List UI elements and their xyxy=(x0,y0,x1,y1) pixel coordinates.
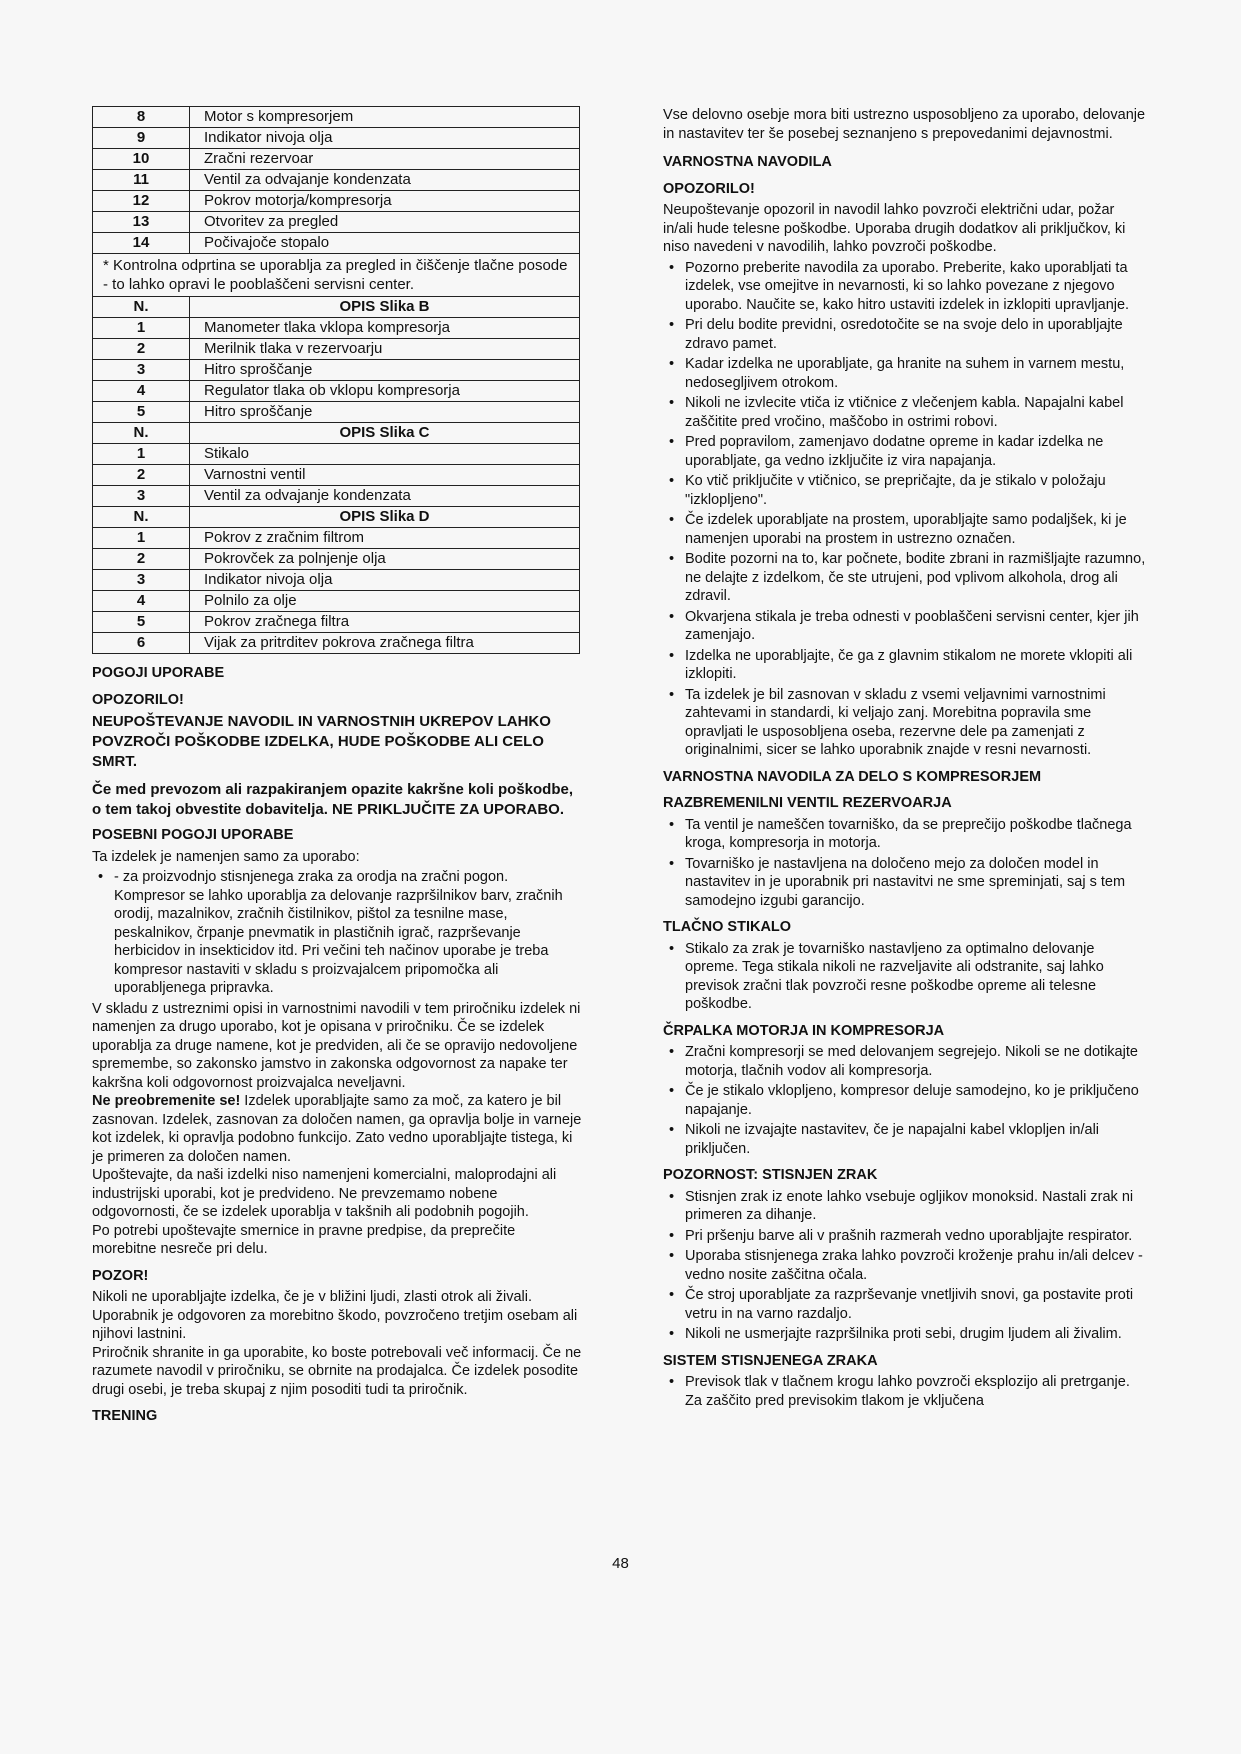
part-number: 5 xyxy=(93,612,190,633)
part-number: 14 xyxy=(93,233,190,254)
table-row xyxy=(93,465,580,486)
table-row xyxy=(93,339,580,360)
table-row xyxy=(93,633,580,654)
part-description: Počivajoče stopalo xyxy=(190,233,580,254)
table-row xyxy=(93,233,580,254)
posebni-title: POSEBNI POGOJI UPORABE xyxy=(92,827,294,843)
part-number: 3 xyxy=(93,360,190,381)
table-row xyxy=(93,318,580,339)
part-description: Zračni rezervoar xyxy=(190,149,580,170)
part-number: 4 xyxy=(93,591,190,612)
kompresor-title: VARNOSTNA NAVODILA ZA DELO S KOMPRESORJEM xyxy=(663,768,1042,785)
table-header-row xyxy=(93,423,580,444)
part-number: 1 xyxy=(93,444,190,465)
part-description: Merilnik tlaka v rezervoarju xyxy=(190,339,580,360)
table-row xyxy=(93,170,580,191)
list-item: • Nikoli ne usmerjajte razpršilnika proti sebi, drugim ljudem ali živalim. xyxy=(663,1325,1148,1344)
warning-caps: NEUPOŠTEVANJE NAVODIL IN VARNOSTNIH UKREPOV LAHKO POVZROČI POŠKODBE IZDELKA, HUDE POŠKODBE ALI CELO SMRT. xyxy=(92,713,551,770)
varnostna-title: VARNOSTNA NAVODILA xyxy=(663,154,832,170)
part-number: 1 xyxy=(93,318,190,339)
part-description: Ventil za odvajanje kondenzata xyxy=(190,486,580,507)
list-item: • - za proizvodnjo stisnjenega zraka za orodja na zračni pogon. Kompresor se lahko uporablja za delovanje razpršilnikov barv, zračnih orodij, mazalnikov, zračnih čistilnikov, pištol za tesnilne mase, peskalnikov, črpanje pnevmatik in plastičnih igrač, razprševanje herbicidov in insekticidov itd. Pri večini teh načinov uporabe je treba kompresor nastaviti v skladu s proizvajalcem pripomočka ali uporabljenega pripravka. xyxy=(92,868,582,998)
trening-title: TRENING xyxy=(92,1408,158,1424)
part-number: 12 xyxy=(93,191,190,212)
part-number: 8 xyxy=(93,107,190,128)
part-description: Regulator tlaka ob vklopu kompresorja xyxy=(190,381,580,402)
opozorilo-label-right: OPOZORILO! xyxy=(663,180,755,197)
table-row xyxy=(93,444,580,465)
part-number: 3 xyxy=(93,486,190,507)
part-number: 2 xyxy=(93,549,190,570)
table-header-row xyxy=(93,297,580,318)
list-item: • Pri pršenju barve ali v prašnih razmerah vedno uporabljajte respirator. xyxy=(663,1227,1148,1246)
para-usage: V skladu z ustreznimi opisi in varnostnimi navodili v tem priročniku izdelek ni namenjen za drugo uporabo, kot je opisana v priročniku. Če se izdelek uporablja za druge namene, kot je predviden, ali če se opravijo nedovoljene spremembe, so zakonsko jamstvo in zakonska odgovornost za napake ter kakršna koli odgovornost proizvajalca neveljavni. xyxy=(92,1000,581,1091)
part-description: Indikator nivoja olja xyxy=(190,570,580,591)
part-number: 2 xyxy=(93,339,190,360)
list-item: • Ta ventil je nameščen tovarniško, da se preprečijo poškodbe tlačnega kroga, kompresorja in motorja. xyxy=(663,816,1148,853)
table-row xyxy=(93,591,580,612)
para-overload xyxy=(92,1092,582,1166)
ventil-title: RAZBREMENILNI VENTIL REZERVOARJA xyxy=(663,795,952,811)
list-item: • Stisnjen zrak iz enote lahko vsebuje ogljikov monoksid. Nastali zrak ni primeren za dihanje. xyxy=(663,1188,1148,1225)
intro-text: Vse delovno osebje mora biti ustrezno usposobljeno za uporabo, delovanje in nastavitev ter še posebej seznanjeno s prepovedanimi dejavnostmi. xyxy=(663,107,1146,142)
part-description: Pokrovček za polnjenje olja xyxy=(190,549,580,570)
list-item: • Če izdelek uporabljate na prostem, uporabljajte samo podaljšek, ki je namenjen uporabi na prostem in ustrezno označen. xyxy=(663,511,1148,548)
header-number: N. xyxy=(93,507,190,528)
transport-notice: Če med prevozom ali razpakiranjem opazite kakršne koli poškodbe, o tem takoj obvestite dobavitelja. NE PRIKLJUČITE ZA UPORABO. xyxy=(92,781,573,818)
list-item: • Previsok tlak v tlačnem krogu lahko povzroči eksplozijo ali pretrganje. Za zaščito pred previsokim tlakom je vključena xyxy=(663,1373,1148,1410)
list-item: • Stikalo za zrak je tovarniško nastavljeno za optimalno delovanje opreme. Tega stikala nikoli ne razveljavite ali odstranite, saj lahko previsok zračni tlak povzroči resne poškodbe opreme ali telesne poškodbe. xyxy=(663,940,1148,1014)
sistem-title: SISTEM STISNJENEGA ZRAKA xyxy=(663,1352,878,1369)
header-number: N. xyxy=(93,297,190,318)
pozor-title: POZOR! xyxy=(92,1267,149,1284)
table-row xyxy=(93,549,580,570)
part-description: Varnostni ventil xyxy=(190,465,580,486)
part-description: Polnilo za olje xyxy=(190,591,580,612)
part-description: Pokrov zračnega filtra xyxy=(190,612,580,633)
list-item: • Nikoli ne izvlecite vtiča iz vtičnice z vlečenjem kabla. Napajalni kabel zaščitite pred vročino, maščobo in ostrimi robovi. xyxy=(663,394,1148,431)
table-row xyxy=(93,212,580,233)
list-item: • Okvarjena stikala je treba odnesti v pooblaščeni servisni center, kjer jih zamenjajo. xyxy=(663,608,1148,645)
part-number: 4 xyxy=(93,381,190,402)
para-regulations: Po potrebi upoštevajte smernice in pravne predpise, da preprečite morebitne nesreče pri delu. xyxy=(92,1222,516,1257)
part-description: Motor s kompresorjem xyxy=(190,107,580,128)
stikalo-list xyxy=(663,940,1148,1014)
table-note-row xyxy=(93,254,580,297)
list-item: • Pri delu bodite previdni, osredotočite se na svoje delo in uporabljajte zdravo pamet. xyxy=(663,316,1148,353)
part-number: 6 xyxy=(93,633,190,654)
sistem-list xyxy=(663,1373,1148,1410)
page-number: 48 xyxy=(612,1555,629,1572)
part-number: 13 xyxy=(93,212,190,233)
part-number: 9 xyxy=(93,128,190,149)
part-description: Pokrov motorja/kompresorja xyxy=(190,191,580,212)
list-item: • Izdelka ne uporabljajte, če ga z glavnim stikalom ne morete vklopiti ali izklopiti. xyxy=(663,647,1148,684)
table-row xyxy=(93,612,580,633)
part-description: Manometer tlaka vklopa kompresorja xyxy=(190,318,580,339)
table-row xyxy=(93,570,580,591)
list-item: • Bodite pozorni na to, kar počnete, bodite zbrani in razmišljajte razumno, ne delajte z izdelkom, če ste utrujeni, pod vplivom alkohola, drog ali zdravil. xyxy=(663,550,1148,606)
table-row xyxy=(93,360,580,381)
list-item: • Nikoli ne izvajajte nastavitev, če je napajalni kabel vklopljen in/ali priključen. xyxy=(663,1121,1148,1158)
table-row xyxy=(93,486,580,507)
left-column xyxy=(92,106,582,1429)
table-row xyxy=(93,528,580,549)
ventil-list xyxy=(663,816,1148,911)
part-description: Ventil za odvajanje kondenzata xyxy=(190,170,580,191)
para-commercial: Upoštevajte, da naši izdelki niso namenjeni komercialni, maloprodajni ali industrijski uporabi, kot je predvideno. Ne prevzemamo nobene odgovornosti, če se izdelek uporablja v takšnih ali podobnih pogojih. xyxy=(92,1167,557,1220)
part-number: 5 xyxy=(93,402,190,423)
overload-text: Izdelek uporabljajte samo za moč, za katero je bil zasnovan. Izdelek, zasnovan za določen namen, ga opravlja bolje in varneje kot izdelek, ki opravlja podobno funkcijo. Zato vedno uporabljajte tistega, ki je primeren za določen namen. xyxy=(92,1093,582,1165)
part-number: 3 xyxy=(93,570,190,591)
header-number: N. xyxy=(93,423,190,444)
opozorilo-label: OPOZORILO! xyxy=(92,691,184,708)
part-description: Hitro sproščanje xyxy=(190,402,580,423)
part-description: Pokrov z zračnim filtrom xyxy=(190,528,580,549)
list-item: • Če stroj uporabljate za razprševanje vnetljivih snovi, ga postavite proti vetru in na varno razdaljo. xyxy=(663,1286,1148,1323)
table-row xyxy=(93,402,580,423)
posebni-intro: Ta izdelek je namenjen samo za uporabo: xyxy=(92,848,360,865)
part-number: 2 xyxy=(93,465,190,486)
list-item: • Če je stikalo vklopljeno, kompresor deluje samodejno, ko je priključeno napajanje. xyxy=(663,1082,1148,1119)
table-header-row xyxy=(93,507,580,528)
list-item: • Ta izdelek je bil zasnovan v skladu z vsemi veljavnimi varnostnimi zahtevami in standardi, ki veljajo zanj. Morebitna popravila sme opravljati le usposobljena oseba, rezervne dele pa zamenjati z originalnimi, sicer se lahko uporabnik znajde v resni nevarnosti. xyxy=(663,686,1148,760)
list-item: • Kadar izdelka ne uporabljate, ga hranite na suhem in varnem mestu, nedosegljivem otrokom. xyxy=(663,355,1148,392)
parts-table xyxy=(92,106,580,654)
pozornost-list xyxy=(663,1188,1148,1344)
header-title: OPIS Slika C xyxy=(190,423,580,444)
table-row xyxy=(93,107,580,128)
pogoji-title: POGOJI UPORABE xyxy=(92,665,225,681)
crpalka-list xyxy=(663,1043,1148,1158)
part-description: Hitro sproščanje xyxy=(190,360,580,381)
part-number: 11 xyxy=(93,170,190,191)
part-number: 1 xyxy=(93,528,190,549)
pozor-text: Nikoli ne uporabljajte izdelka, če je v bližini ljudi, zlasti otrok ali živali. Uporabnik je odgovoren za morebitno škodo, povzročeno tretjim osebam ali njihovi lastnini. xyxy=(92,1289,578,1342)
part-description: Vijak za pritrditev pokrova zračnega filtra xyxy=(190,633,580,654)
list-item: • Ko vtič priključite v vtičnico, se prepričajte, da je stikalo v položaju "izklopljeno". xyxy=(663,472,1148,509)
header-title: OPIS Slika D xyxy=(190,507,580,528)
right-column xyxy=(663,106,1148,1412)
list-item: • Tovarniško je nastavljena na določeno mejo za določen model in nastavitev in je uporabnik pri nastavitvi ne sme spreminjati, saj s tem samodejno izgubi garancijo. xyxy=(663,855,1148,911)
table-note: * Kontrolna odprtina se uporablja za pregled in čiščenje tlačne posode - to lahko opravi le pooblaščeni servisni center. xyxy=(93,254,580,297)
opozorilo-text: Neupoštevanje opozoril in navodil lahko povzroči električni udar, požar in/ali hude telesne poškodbe. Uporaba drugih dodatkov ali priključkov, ki niso navedeni v navodilih, lahko povzroči poškodbe. xyxy=(663,202,1126,255)
pozornost-title: POZORNOST: STISNJEN ZRAK xyxy=(663,1167,878,1183)
safety-list xyxy=(663,259,1148,760)
part-description: Otvoritev za pregled xyxy=(190,212,580,233)
table-row xyxy=(93,128,580,149)
posebni-list xyxy=(92,868,582,998)
part-description: Indikator nivoja olja xyxy=(190,128,580,149)
stikalo-title: TLAČNO STIKALO xyxy=(663,919,792,935)
part-description: Stikalo xyxy=(190,444,580,465)
overload-bold: Ne preobremenite se! xyxy=(92,1093,241,1109)
table-row xyxy=(93,381,580,402)
header-title: OPIS Slika B xyxy=(190,297,580,318)
crpalka-title: ČRPALKA MOTORJA IN KOMPRESORJA xyxy=(663,1022,945,1039)
para-manual: Priročnik shranite in ga uporabite, ko boste potrebovali več informacij. Če ne razumete navodil v priročniku, se obrnite na prodajalca. Če izdelek posodite drugi osebi, je treba skupaj z njim posoditi tudi ta priročnik. xyxy=(92,1344,582,1398)
list-item: • Pozorno preberite navodila za uporabo. Preberite, kako uporabljati ta izdelek, vse omejitve in nevarnosti, ki so lahko povezane z njegovo uporabo. Naučite se, kako hitro ustaviti izdelek in izklopiti upravljanje. xyxy=(663,259,1148,315)
list-item: • Zračni kompresorji se med delovanjem segrejejo. Nikoli se ne dotikajte motorja, tlačnih vodov ali kompresorja. xyxy=(663,1043,1148,1080)
table-row xyxy=(93,149,580,170)
list-item: • Pred popravilom, zamenjavo dodatne opreme in kadar izdelka ne uporabljate, ga vedno izključite iz vira napajanja. xyxy=(663,433,1148,470)
list-item: • Uporaba stisnjenega zraka lahko povzroči kroženje prahu in/ali delcev - vedno nosite zaščitna očala. xyxy=(663,1247,1148,1284)
table-row xyxy=(93,191,580,212)
part-number: 10 xyxy=(93,149,190,170)
